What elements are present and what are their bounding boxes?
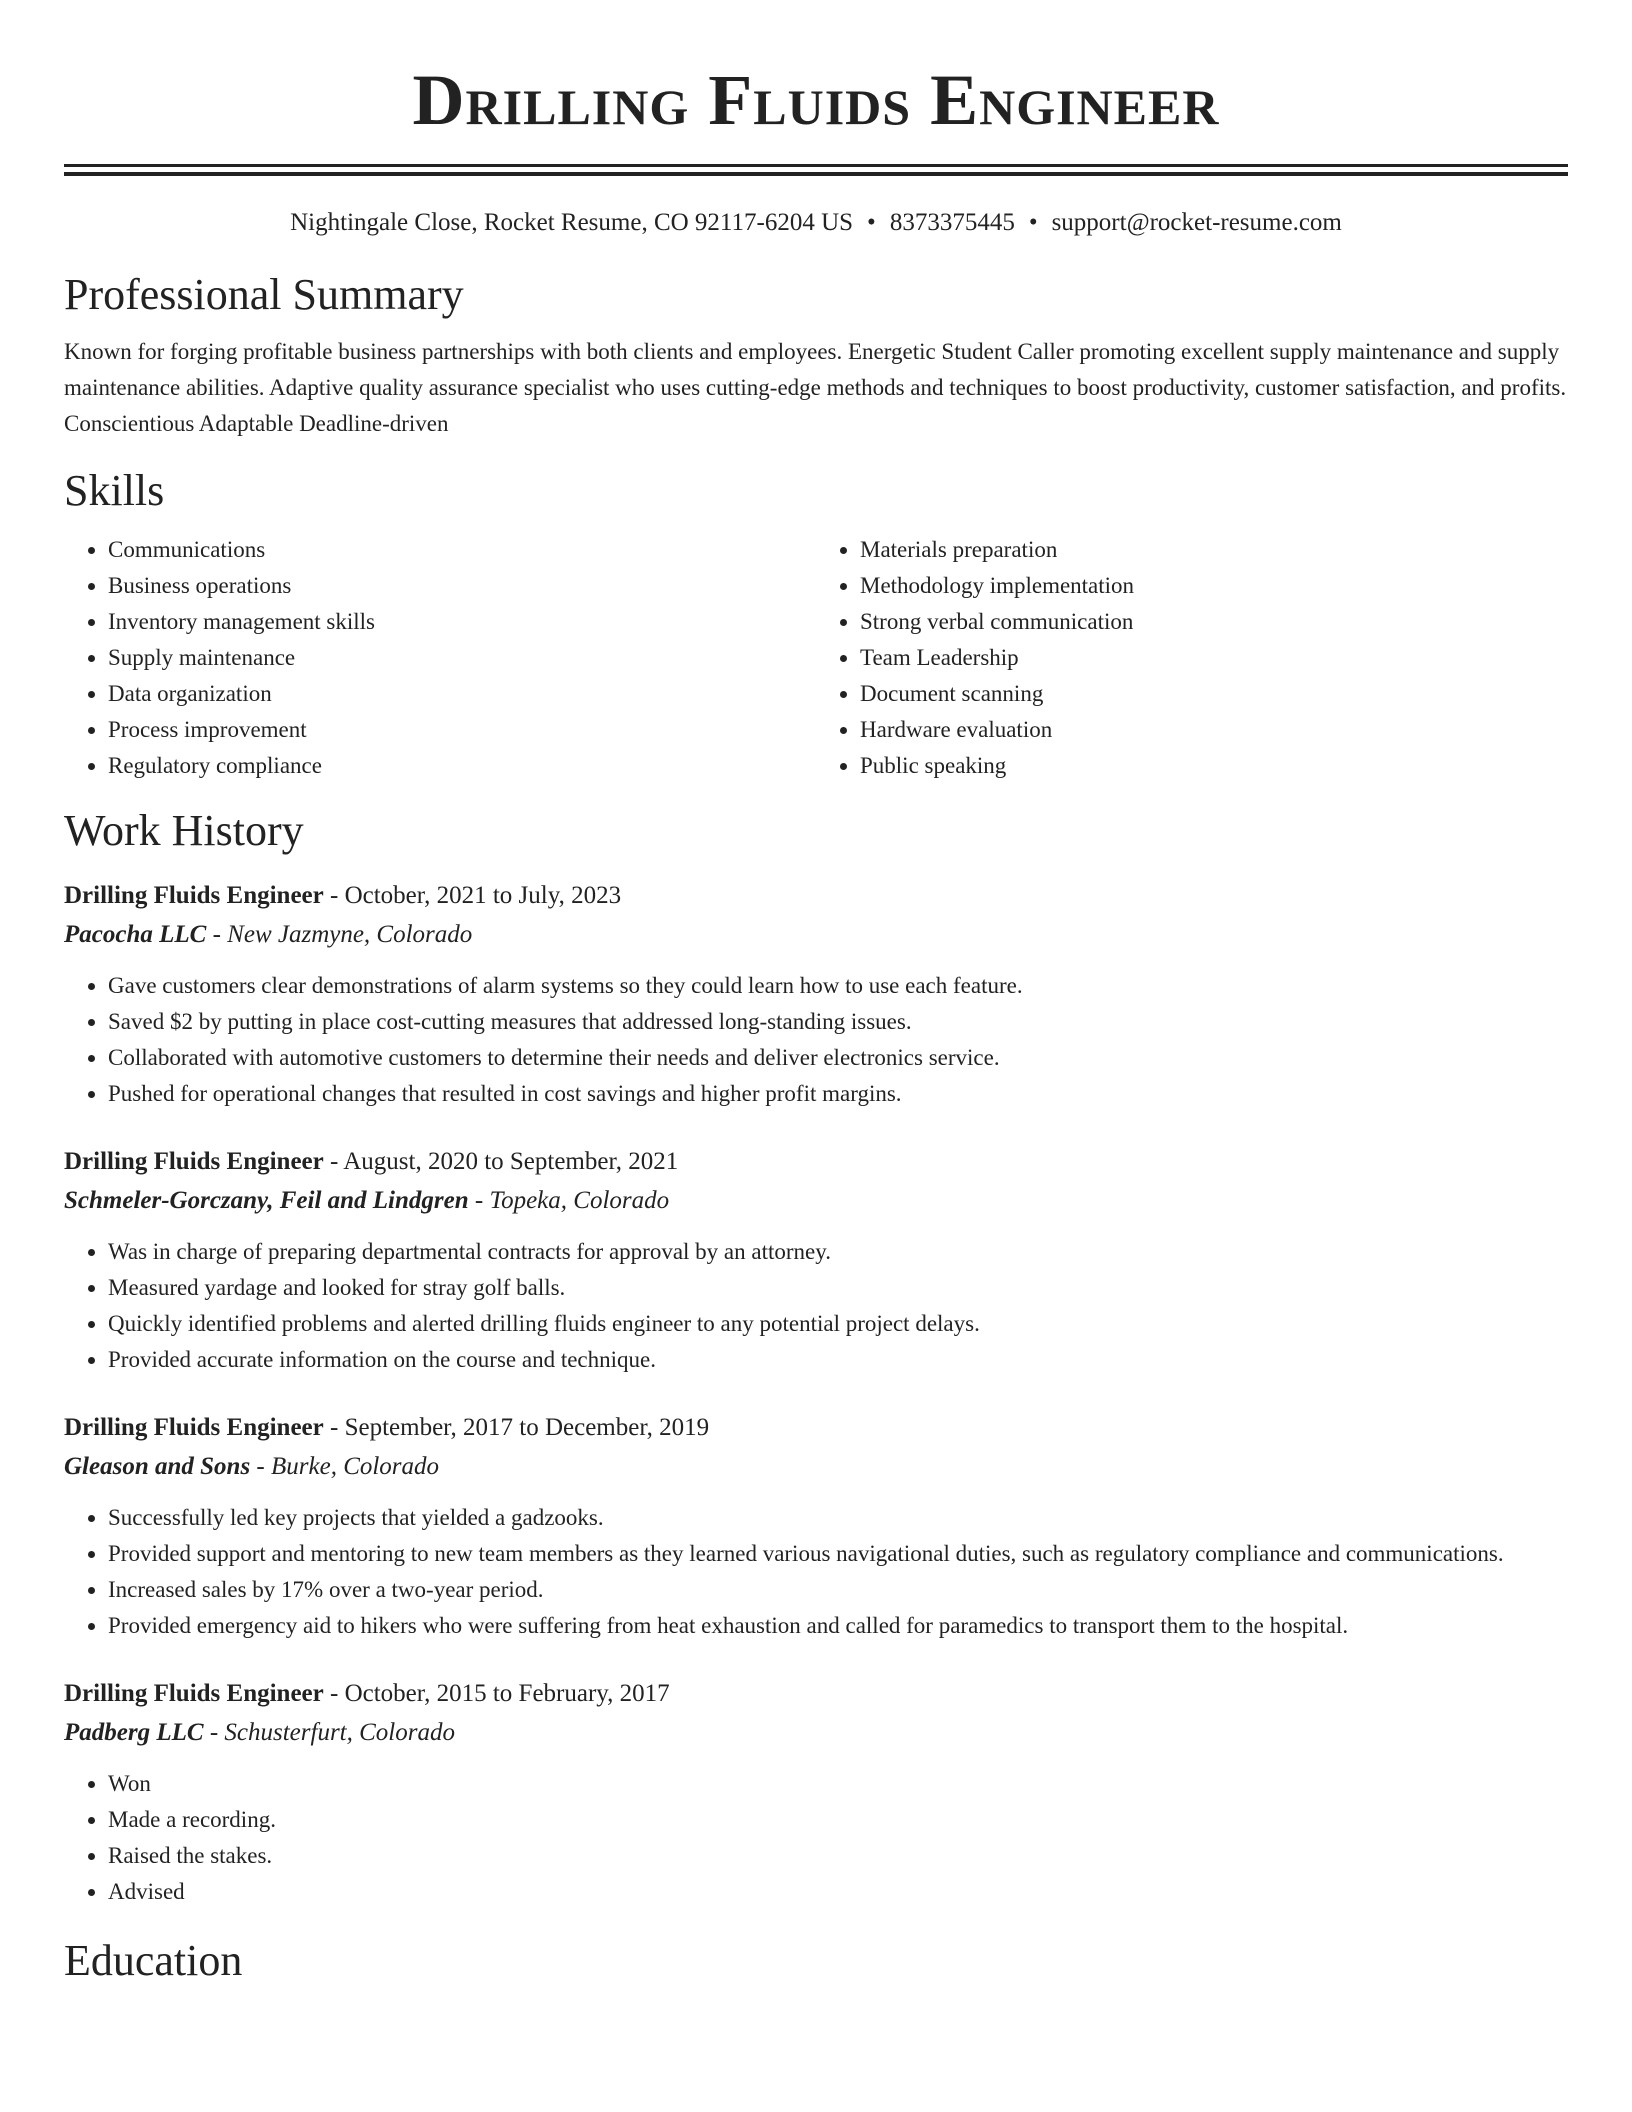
job-bullet: • Won [108, 1766, 1568, 1802]
skill-item: • Methodology implementation [860, 568, 1568, 604]
job-company-line [64, 916, 1568, 954]
job-bullet: • Saved $2 by putting in place cost-cutting measures that addressed long-standing issues. [108, 1004, 1568, 1040]
job-bullet: • Raised the stakes. [108, 1838, 1568, 1874]
contact-email: support@rocket-resume.com [1051, 209, 1342, 236]
skill-item: • Business operations [108, 568, 816, 604]
job-dates: - August, 2020 to September, 2021 [330, 1148, 679, 1175]
job-dates: - September, 2017 to December, 2019 [330, 1414, 710, 1441]
job-title-line [64, 1408, 1568, 1448]
contact-line [64, 206, 1568, 240]
skill-item: • Data organization [108, 676, 816, 712]
job-bullets [64, 968, 1568, 1112]
skill-item: • Strong verbal communication [860, 604, 1568, 640]
education-heading: Education [64, 1936, 243, 1985]
skill-item: • Public speaking [860, 748, 1568, 784]
job-title-line [64, 1142, 1568, 1182]
job-bullet: • Successfully led key projects that yielded a gadzooks. [108, 1500, 1568, 1536]
skill-item: • Document scanning [860, 676, 1568, 712]
skills-column-right [816, 532, 1568, 784]
job-entry [64, 876, 1568, 1112]
skill-item: • Supply maintenance [108, 640, 816, 676]
job-company: Schmeler-Gorczany, Feil and Lindgren [64, 1187, 469, 1214]
work-history-heading: Work History [64, 806, 304, 855]
job-location: - Burke, Colorado [256, 1453, 440, 1480]
summary-text: Known for forging profitable business partnerships with both clients and employees. Energetic Student Caller promoting excellent supply maintenance and supply maintenance abilities. Adaptive quality assurance specialist who uses cutting-edge methods and techniques to boost productivity, customer satisfaction, and profits. Conscientious Adaptable Deadline-driven [64, 339, 1567, 436]
job-entry [64, 1674, 1568, 1910]
job-company-line [64, 1714, 1568, 1752]
job-bullets [64, 1766, 1568, 1910]
job-bullet: • Gave customers clear demonstrations of alarm systems so they could learn how to use each feature. [108, 968, 1568, 1004]
job-company-line [64, 1182, 1568, 1220]
job-bullet: • Quickly identified problems and alerted drilling fluids engineer to any potential project delays. [108, 1306, 1568, 1342]
header-divider [64, 164, 1568, 176]
job-bullet: • Was in charge of preparing departmental contracts for approval by an attorney. [108, 1234, 1568, 1270]
job-bullet: • Provided accurate information on the course and technique. [108, 1342, 1568, 1378]
skill-item: • Process improvement [108, 712, 816, 748]
job-company: Gleason and Sons [64, 1453, 251, 1480]
job-bullet: • Measured yardage and looked for stray golf balls. [108, 1270, 1568, 1306]
contact-phone: 8373375445 [889, 209, 1015, 236]
job-location: - Topeka, Colorado [474, 1187, 670, 1214]
candidate-name: Drilling Fluids Engineer [412, 60, 1220, 140]
job-bullet: • Provided emergency aid to hikers who were suffering from heat exhaustion and called for paramedics to transport them to the hospital. [108, 1608, 1568, 1644]
job-bullets [64, 1234, 1568, 1378]
skill-item: • Materials preparation [860, 532, 1568, 568]
job-location: - Schusterfurt, Colorado [209, 1719, 455, 1746]
job-company-line [64, 1448, 1568, 1486]
skill-item: • Hardware evaluation [860, 712, 1568, 748]
skills-column-left [64, 532, 816, 784]
job-company: Pacocha LLC [64, 921, 207, 948]
job-dates: - October, 2015 to February, 2017 [330, 1680, 670, 1707]
skill-item: • Inventory management skills [108, 604, 816, 640]
job-location: - New Jazmyne, Colorado [212, 921, 473, 948]
job-bullet: • Provided support and mentoring to new team members as they learned various navigational duties, such as regulatory compliance and communications. [108, 1536, 1568, 1572]
skill-item: • Team Leadership [860, 640, 1568, 676]
job-bullet: • Pushed for operational changes that resulted in cost savings and higher profit margins. [108, 1076, 1568, 1112]
skill-item: • Communications [108, 532, 816, 568]
job-title: Drilling Fluids Engineer [64, 882, 324, 909]
skills-list [64, 532, 1568, 784]
job-bullet: • Made a recording. [108, 1802, 1568, 1838]
job-title-line [64, 876, 1568, 916]
job-bullet: • Collaborated with automotive customers to determine their needs and deliver electronics service. [108, 1040, 1568, 1076]
job-title: Drilling Fluids Engineer [64, 1680, 324, 1707]
job-title-line [64, 1674, 1568, 1714]
skill-item: • Regulatory compliance [108, 748, 816, 784]
skills-heading: Skills [64, 466, 165, 515]
contact-address: Nightingale Close, Rocket Resume, CO 92117-6204 US [290, 209, 854, 236]
job-entry [64, 1142, 1568, 1378]
job-entry [64, 1408, 1568, 1644]
job-bullet: • Increased sales by 17% over a two-year period. [108, 1572, 1568, 1608]
job-bullets [64, 1500, 1568, 1644]
contact-separator: • [867, 209, 876, 236]
job-company: Padberg LLC [64, 1719, 204, 1746]
job-title: Drilling Fluids Engineer [64, 1414, 324, 1441]
contact-separator: • [1028, 209, 1038, 236]
job-bullet: • Advised [108, 1874, 1568, 1910]
job-title: Drilling Fluids Engineer [64, 1148, 324, 1175]
summary-heading: Professional Summary [64, 270, 464, 319]
job-dates: - October, 2021 to July, 2023 [330, 882, 622, 909]
